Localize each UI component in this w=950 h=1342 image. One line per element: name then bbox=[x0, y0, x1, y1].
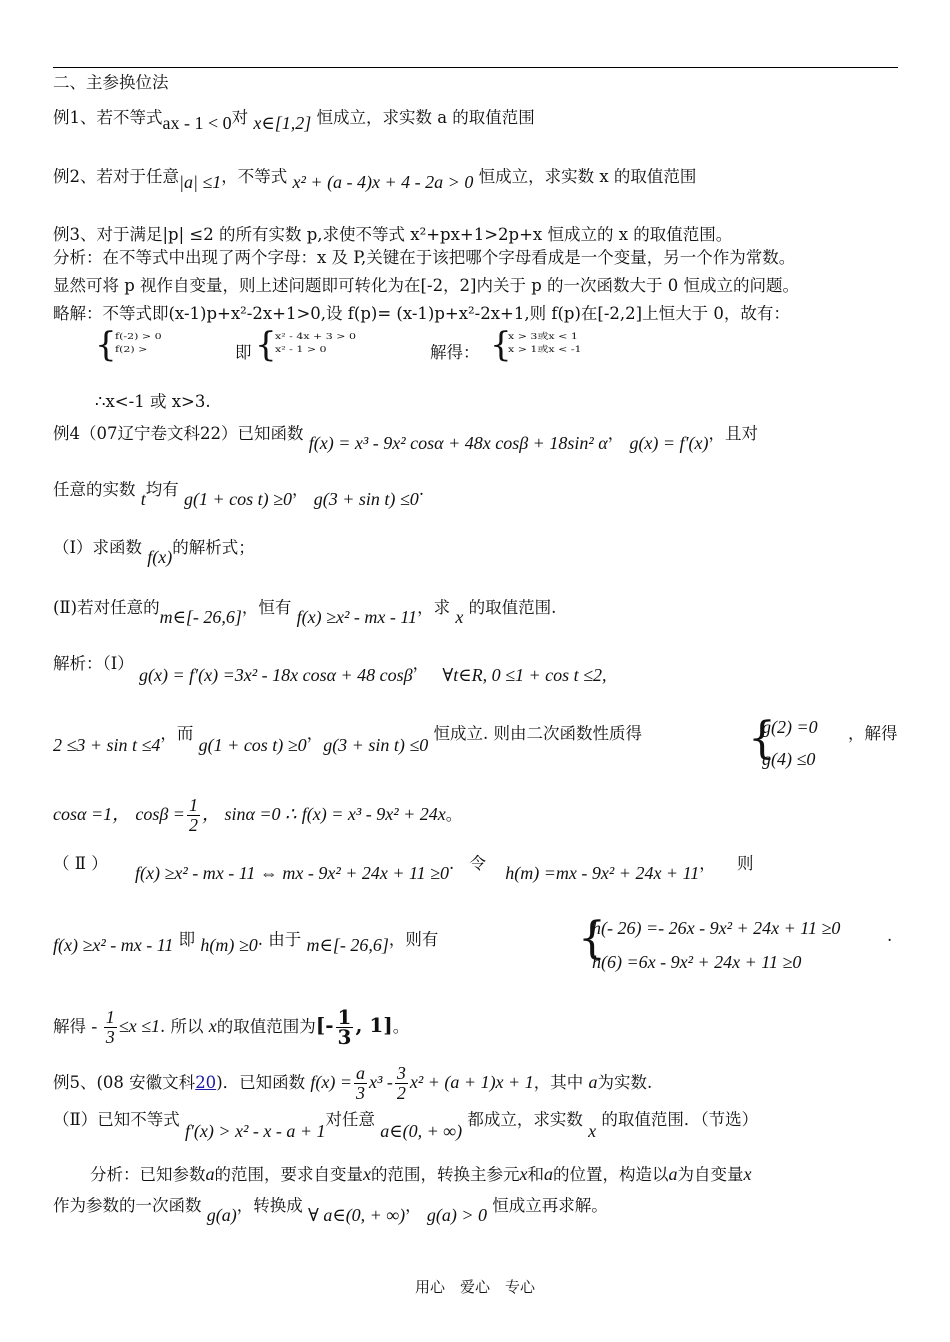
solution-result: 解得 - $\frac{1}{3}$ ≤x ≤1. 所以 x的取值范围为[- $\frac{1}{3}$ , 1]。 bbox=[53, 1005, 410, 1049]
math: x² + (a - 4)x + 4 - 2a > 0 bbox=[292, 172, 474, 192]
ji-label: 即 bbox=[235, 343, 252, 362]
math: ax - 1 < 0 bbox=[162, 113, 232, 133]
example-4-part1: （Ⅰ）求函数 f(x)的解析式； bbox=[53, 538, 255, 567]
example-3-line2: 分析：在不等式中出现了两个字母：x 及 P,关键在于该把哪个字母看成是一个变量，另一个作为常数。 bbox=[53, 248, 796, 267]
solution-part2-line2: f(x) ≥x² - mx - 11 即 h(m) ≥0. 由于 m∈[- 26,6]，则有 bbox=[53, 930, 439, 955]
example-3-line4: 略解：不等式即(x-1)p+x²-2x+1>0,设 f(p)= (x-1)p+x²-2x+1,则 f(p)在[-2,2]上恒大于 0，故有： bbox=[53, 304, 790, 323]
analysis-line2: 作为参数的一次函数 g(a)，转换成 ∀ a∈(0, + ∞)， g(a) > 0 恒成立再求解。 bbox=[53, 1196, 608, 1225]
jiede: ，解得 bbox=[848, 724, 898, 743]
math: x∈[1,2] bbox=[253, 113, 312, 133]
analysis-line1: 分析：已知参数a的范围，要求自变量x的范围，转换主参元x和a的位置，构造以a为自变量x bbox=[90, 1164, 752, 1184]
example-3-conclusion: ∴x<-1 或 x>3. bbox=[95, 392, 211, 411]
example-4-line1: 例4（07辽宁卷文科22）已知函数 f(x) = x³ - 9x² cosα + 48x cosβ + 18sin² α， g(x) = f′(x)，且对 bbox=[53, 424, 758, 453]
example-1: 例1、若不等式ax - 1 < 0对 x∈[1,2] 恒成立，求实数 a 的取值范围 bbox=[53, 108, 535, 133]
jiede-label: 解得： bbox=[430, 343, 480, 362]
fraction: $\frac{1}{2}$ bbox=[188, 795, 198, 835]
example-4-line2: 任意的实数 t均有 g(1 + cos t) ≥0， g(3 + sin t) ≤0. bbox=[53, 480, 425, 509]
example-5-line1: 例5、(08 安徽文科20)．已知函数 f(x) = $\frac{a}{3}$ x³ - $\frac{3}{2}$ x² + (a + 1)x + 1，其中 a为实数. bbox=[53, 1063, 653, 1103]
solution-line3: cosα =1， cosβ = $\frac{1}{2}$ ， sinα =0 ∴ f(x) = x³ - 9x² + 24x。 bbox=[53, 795, 463, 835]
example-2: 例2、若对于任意|a| ≤1，不等式 x² + (a - 4)x + 4 - 2a > 0 恒成立，求实数 x 的取值范围 bbox=[53, 167, 697, 192]
example-3-line1: 例3、对于满足|p| ≤2 的所有实数 p,求使不等式 x²+px+1>2p+x 恒成立的 x 的取值范围。 bbox=[53, 225, 733, 244]
solution-part2-line1: （ Ⅱ ） f(x) ≥x² - mx - 11 ⇔ mx - 9x² + 24x + 11 ≥0. 令 h(m) =mx - 9x² + 24x + 11， 则 bbox=[53, 854, 754, 883]
section-title: 二、主参换位法 bbox=[53, 73, 169, 92]
page-footer: 用心 爱心 专心 bbox=[414, 1278, 535, 1296]
header-rule bbox=[53, 67, 898, 68]
example-4-part2: (Ⅱ)若对任意的m∈[- 26,6]，恒有 f(x) ≥x² - mx - 11，求 x 的取值范围. bbox=[53, 598, 557, 627]
math: |a| ≤1 bbox=[179, 172, 222, 192]
solution-line2: 2 ≤3 + sin t ≤4，而 g(1 + cos t) ≥0，g(3 + sin t) ≤0 恒成立. 则由二次函数性质得 bbox=[53, 724, 642, 755]
example-3-line3: 显然可将 p 视作自变量，则上述问题即可转化为在[-2，2]内关于 p 的一次函数大于 0 恒成立的问题。 bbox=[53, 276, 800, 295]
solution-line1: 解析：（Ⅰ） g(x) = f′(x) =3x² - 18x cosα + 48 cosβ， ∀t∈R, 0 ≤1 + cos t ≤2, bbox=[53, 654, 607, 685]
reference-link[interactable]: 20 bbox=[195, 1073, 217, 1092]
example-5-part2: （Ⅱ）已知不等式 f′(x) > x² - x - a + 1对任意 a∈(0, + ∞) 都成立，求实数 x 的取值范围．（节选） bbox=[53, 1110, 759, 1141]
